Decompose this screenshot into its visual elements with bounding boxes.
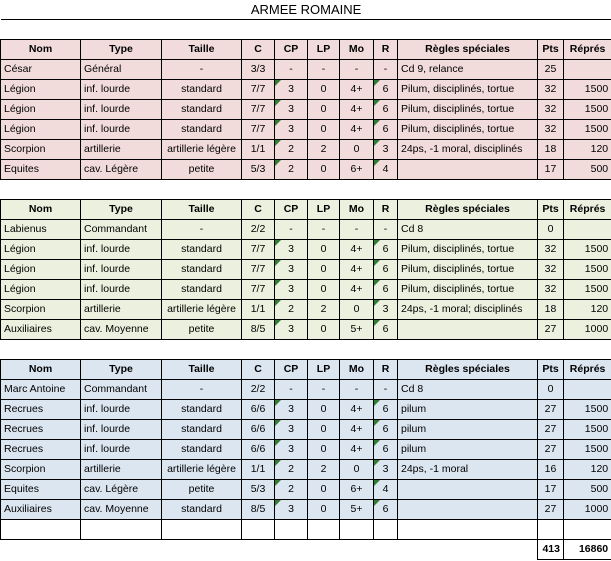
cell-c[interactable]: 7/7 [242, 100, 275, 120]
cell-pts[interactable]: 32 [538, 100, 564, 120]
cell-nom[interactable]: Marc Antoine [1, 380, 81, 400]
cell-lp[interactable]: - [308, 220, 340, 240]
header-repres: Réprés [564, 40, 611, 60]
cell-repres[interactable]: 1000 [564, 500, 611, 520]
cell-r[interactable]: - [374, 220, 398, 240]
header-pts: Pts [538, 200, 564, 220]
cell-lp[interactable]: 0 [308, 80, 340, 100]
header-row [1, 360, 611, 380]
cell-lp[interactable]: 2 [308, 460, 340, 480]
cell-cp[interactable]: 3 [275, 320, 308, 340]
cell-c[interactable]: 2/2 [242, 380, 275, 400]
cell-mo[interactable]: 6+ [340, 160, 374, 180]
cell-regles[interactable]: Pilum, disciplinés, tortue [398, 260, 538, 280]
cell-nom[interactable]: Recrues [1, 400, 81, 420]
header-lp: LP [308, 40, 340, 60]
header-r: R [374, 200, 398, 220]
cell-c[interactable]: 7/7 [242, 80, 275, 100]
cell-taille[interactable]: petite [162, 480, 242, 500]
cell-type[interactable]: cav. Légère [81, 160, 162, 180]
cell-mo[interactable]: 4+ [340, 120, 374, 140]
cell-mo[interactable]: 0 [340, 460, 374, 480]
cell-type[interactable]: artillerie [81, 460, 162, 480]
cell-c[interactable]: 3/3 [242, 60, 275, 80]
blank-cell [242, 540, 275, 560]
header-lp: LP [308, 200, 340, 220]
cell-regles[interactable]: Pilum, disciplinés, tortue [398, 80, 538, 100]
table-row [1, 60, 611, 80]
cell-cp[interactable]: 3 [275, 100, 308, 120]
empty-cell[interactable] [275, 520, 308, 540]
cell-c[interactable]: 1/1 [242, 460, 275, 480]
cell-r[interactable]: 6 [374, 500, 398, 520]
cell-regles[interactable]: pilum [398, 400, 538, 420]
cell-pts[interactable]: 27 [538, 440, 564, 460]
blank-cell [398, 540, 538, 560]
cell-nom[interactable]: Auxiliaires [1, 500, 81, 520]
header-r: R [374, 360, 398, 380]
cell-taille[interactable]: standard [162, 420, 242, 440]
cell-type[interactable]: cav. Moyenne [81, 500, 162, 520]
cell-repres[interactable]: 1500 [564, 100, 611, 120]
cell-mo[interactable]: 4+ [340, 100, 374, 120]
cell-repres[interactable]: 1500 [564, 280, 611, 300]
cell-cp[interactable]: - [275, 380, 308, 400]
cell-c[interactable]: 2/2 [242, 220, 275, 240]
cell-c[interactable]: 7/7 [242, 120, 275, 140]
cell-lp[interactable]: 0 [308, 100, 340, 120]
cell-regles[interactable]: 24ps, -1 moral [398, 460, 538, 480]
cell-type[interactable]: artillerie [81, 140, 162, 160]
cell-taille[interactable]: standard [162, 440, 242, 460]
cell-type[interactable]: inf. lourde [81, 120, 162, 140]
table-row [1, 100, 611, 120]
cell-r[interactable]: 3 [374, 460, 398, 480]
table-row [1, 220, 611, 240]
cell-pts[interactable]: 32 [538, 240, 564, 260]
header-nom: Nom [1, 200, 81, 220]
cell-mo[interactable]: 6+ [340, 480, 374, 500]
cell-regles[interactable]: 24ps, -1 moral, disciplinés [398, 140, 538, 160]
cell-nom[interactable]: César [1, 60, 81, 80]
cell-c[interactable]: 1/1 [242, 300, 275, 320]
empty-cell[interactable] [538, 520, 564, 540]
cell-taille[interactable]: petite [162, 320, 242, 340]
cell-r[interactable]: - [374, 60, 398, 80]
empty-cell[interactable] [162, 520, 242, 540]
header-c: C [242, 40, 275, 60]
total-pts[interactable]: 413 [538, 540, 564, 560]
empty-cell[interactable] [374, 520, 398, 540]
cell-regles[interactable]: 24ps, -1 moral; disciplinés [398, 300, 538, 320]
cell-pts[interactable]: 18 [538, 300, 564, 320]
empty-row [1, 520, 611, 540]
header-lp: LP [308, 360, 340, 380]
cell-regles[interactable]: Pilum, disciplinés, tortue [398, 280, 538, 300]
cell-regles[interactable]: Cd 8 [398, 380, 538, 400]
cell-taille[interactable]: artillerie légère [162, 140, 242, 160]
cell-repres[interactable]: 1500 [564, 420, 611, 440]
cell-pts[interactable]: 32 [538, 280, 564, 300]
cell-taille[interactable]: standard [162, 280, 242, 300]
cell-lp[interactable]: 0 [308, 440, 340, 460]
cell-cp[interactable]: - [275, 60, 308, 80]
cell-c[interactable]: 6/6 [242, 440, 275, 460]
cell-taille[interactable]: standard [162, 500, 242, 520]
cell-lp[interactable]: 0 [308, 240, 340, 260]
cell-lp[interactable]: - [308, 380, 340, 400]
cell-cp[interactable]: 3 [275, 420, 308, 440]
cell-r[interactable]: 6 [374, 240, 398, 260]
cell-taille[interactable]: petite [162, 160, 242, 180]
cell-c[interactable]: 6/6 [242, 400, 275, 420]
cell-type[interactable]: cav. Moyenne [81, 320, 162, 340]
header-pts: Pts [538, 360, 564, 380]
cell-r[interactable]: 4 [374, 160, 398, 180]
cell-cp[interactable]: 2 [275, 480, 308, 500]
cell-nom[interactable]: Légion [1, 100, 81, 120]
cell-pts[interactable]: 0 [538, 380, 564, 400]
cell-lp[interactable]: 0 [308, 420, 340, 440]
cell-mo[interactable]: 4+ [340, 420, 374, 440]
cell-cp[interactable]: 2 [275, 160, 308, 180]
table-row [1, 120, 611, 140]
cell-r[interactable]: 6 [374, 100, 398, 120]
cell-pts[interactable]: 32 [538, 80, 564, 100]
blank-cell [374, 540, 398, 560]
empty-cell[interactable] [340, 520, 374, 540]
cell-pts[interactable]: 0 [538, 220, 564, 240]
cell-repres[interactable]: 120 [564, 460, 611, 480]
cell-lp[interactable]: 0 [308, 400, 340, 420]
cell-lp[interactable]: 2 [308, 300, 340, 320]
cell-r[interactable]: 3 [374, 300, 398, 320]
cell-pts[interactable]: 18 [538, 140, 564, 160]
header-taille: Taille [162, 360, 242, 380]
cell-c[interactable]: 5/3 [242, 160, 275, 180]
cell-mo[interactable]: - [340, 380, 374, 400]
table-row [1, 260, 611, 280]
cell-taille[interactable]: - [162, 220, 242, 240]
cell-type[interactable]: inf. lourde [81, 260, 162, 280]
cell-nom[interactable]: Légion [1, 280, 81, 300]
cell-regles[interactable]: Pilum, disciplinés, tortue [398, 120, 538, 140]
cell-c[interactable]: 6/6 [242, 420, 275, 440]
cell-nom[interactable]: Scorpion [1, 460, 81, 480]
cell-repres[interactable]: 120 [564, 300, 611, 320]
cell-cp[interactable]: 2 [275, 140, 308, 160]
cell-r[interactable]: 3 [374, 140, 398, 160]
cell-regles[interactable] [398, 320, 538, 340]
cell-c[interactable]: 8/5 [242, 500, 275, 520]
cell-regles[interactable] [398, 480, 538, 500]
cell-lp[interactable]: 0 [308, 120, 340, 140]
header-taille: Taille [162, 40, 242, 60]
cell-mo[interactable]: 4+ [340, 260, 374, 280]
cell-nom[interactable]: Equites [1, 160, 81, 180]
cell-r[interactable]: 6 [374, 320, 398, 340]
cell-repres[interactable]: 1500 [564, 260, 611, 280]
cell-taille[interactable]: - [162, 60, 242, 80]
cell-c[interactable]: 1/1 [242, 140, 275, 160]
cell-type[interactable]: inf. lourde [81, 280, 162, 300]
table-row [1, 480, 611, 500]
cell-taille[interactable]: standard [162, 240, 242, 260]
header-cp: CP [275, 200, 308, 220]
cell-mo[interactable]: - [340, 220, 374, 240]
cell-type[interactable]: artillerie [81, 300, 162, 320]
cell-mo[interactable]: 4+ [340, 440, 374, 460]
cell-cp[interactable]: 2 [275, 460, 308, 480]
header-nom: Nom [1, 360, 81, 380]
cell-regles[interactable]: Pilum, disciplinés, tortue [398, 100, 538, 120]
cell-regles[interactable] [398, 160, 538, 180]
cell-r[interactable]: 6 [374, 440, 398, 460]
header-mo: Mo [340, 40, 374, 60]
cell-cp[interactable]: 3 [275, 80, 308, 100]
header-cp: CP [275, 40, 308, 60]
spacer-cell [1, 180, 611, 200]
table-row [1, 420, 611, 440]
cell-c[interactable]: 8/5 [242, 320, 275, 340]
cell-repres[interactable]: 500 [564, 480, 611, 500]
cell-nom[interactable]: Equites [1, 480, 81, 500]
cell-taille[interactable]: standard [162, 100, 242, 120]
cell-taille[interactable]: - [162, 380, 242, 400]
header-repres: Réprés [564, 200, 611, 220]
table-row [1, 140, 611, 160]
cell-cp[interactable]: 3 [275, 500, 308, 520]
header-mo: Mo [340, 200, 374, 220]
cell-cp[interactable]: 3 [275, 240, 308, 260]
header-taille: Taille [162, 200, 242, 220]
header-row [1, 200, 611, 220]
cell-nom[interactable]: Légion [1, 240, 81, 260]
cell-nom[interactable]: Légion [1, 120, 81, 140]
cell-regles[interactable]: pilum [398, 440, 538, 460]
cell-r[interactable]: 6 [374, 420, 398, 440]
cell-lp[interactable]: 0 [308, 160, 340, 180]
cell-nom[interactable]: Scorpion [1, 140, 81, 160]
cell-regles[interactable]: Cd 8 [398, 220, 538, 240]
cell-mo[interactable]: 4+ [340, 400, 374, 420]
cell-r[interactable]: 4 [374, 480, 398, 500]
cell-taille[interactable]: standard [162, 260, 242, 280]
cell-lp[interactable]: 0 [308, 480, 340, 500]
cell-type[interactable]: cav. Légère [81, 480, 162, 500]
cell-mo[interactable]: - [340, 60, 374, 80]
blank-cell [308, 540, 340, 560]
blank-cell [275, 540, 308, 560]
empty-cell[interactable] [308, 520, 340, 540]
blank-cell [340, 540, 374, 560]
cell-taille[interactable]: standard [162, 400, 242, 420]
table-row [1, 160, 611, 180]
sheet-title: ARMEE ROMAINE [1, 0, 611, 20]
header-nom: Nom [1, 40, 81, 60]
cell-nom[interactable]: Légion [1, 260, 81, 280]
cell-repres[interactable] [564, 380, 611, 400]
cell-type[interactable]: inf. lourde [81, 420, 162, 440]
blank-cell [162, 540, 242, 560]
cell-cp[interactable]: 3 [275, 260, 308, 280]
cell-repres[interactable]: 120 [564, 140, 611, 160]
cell-repres[interactable]: 1500 [564, 440, 611, 460]
spacer-row [1, 180, 611, 200]
cell-type[interactable]: Général [81, 60, 162, 80]
cell-cp[interactable]: 3 [275, 280, 308, 300]
header-cp: CP [275, 360, 308, 380]
cell-type[interactable]: inf. lourde [81, 400, 162, 420]
cell-mo[interactable]: 4+ [340, 280, 374, 300]
cell-pts[interactable]: 16 [538, 460, 564, 480]
header-pts: Pts [538, 40, 564, 60]
blank-cell [1, 540, 81, 560]
total-repres[interactable]: 16860 [564, 540, 611, 560]
header-type: Type [81, 40, 162, 60]
cell-pts[interactable]: 17 [538, 480, 564, 500]
cell-regles[interactable]: Pilum, disciplinés, tortue [398, 240, 538, 260]
cell-c[interactable]: 7/7 [242, 260, 275, 280]
spacer-row [1, 340, 611, 360]
table-row [1, 440, 611, 460]
cell-cp[interactable]: - [275, 220, 308, 240]
header-regles: Règles spéciales [398, 40, 538, 60]
spacer-cell [1, 340, 611, 360]
cell-taille[interactable]: artillerie légère [162, 300, 242, 320]
cell-repres[interactable]: 1500 [564, 240, 611, 260]
cell-mo[interactable]: 5+ [340, 500, 374, 520]
header-type: Type [81, 200, 162, 220]
cell-nom[interactable]: Labienus [1, 220, 81, 240]
cell-taille[interactable]: standard [162, 120, 242, 140]
cell-cp[interactable]: 2 [275, 300, 308, 320]
cell-type[interactable]: inf. lourde [81, 80, 162, 100]
cell-type[interactable]: inf. lourde [81, 100, 162, 120]
empty-cell[interactable] [1, 520, 81, 540]
table-row [1, 380, 611, 400]
empty-cell[interactable] [398, 520, 538, 540]
cell-r[interactable]: 6 [374, 400, 398, 420]
cell-type[interactable]: Commandant [81, 220, 162, 240]
table-row [1, 240, 611, 260]
cell-repres[interactable]: 500 [564, 160, 611, 180]
cell-lp[interactable]: 0 [308, 500, 340, 520]
spacer-cell [1, 20, 611, 40]
table-row [1, 460, 611, 480]
cell-taille[interactable]: artillerie légère [162, 460, 242, 480]
table-row [1, 400, 611, 420]
cell-pts[interactable]: 17 [538, 160, 564, 180]
cell-repres[interactable]: 1500 [564, 80, 611, 100]
cell-pts[interactable]: 32 [538, 120, 564, 140]
cell-nom[interactable]: Recrues [1, 420, 81, 440]
table-row [1, 320, 611, 340]
header-row [1, 40, 611, 60]
cell-pts[interactable]: 27 [538, 420, 564, 440]
cell-lp[interactable]: 0 [308, 280, 340, 300]
cell-pts[interactable]: 27 [538, 500, 564, 520]
table-row [1, 80, 611, 100]
cell-repres[interactable] [564, 220, 611, 240]
cell-r[interactable]: - [374, 380, 398, 400]
empty-cell[interactable] [564, 520, 611, 540]
cell-regles[interactable] [398, 500, 538, 520]
cell-repres[interactable]: 1500 [564, 400, 611, 420]
cell-r[interactable]: 6 [374, 80, 398, 100]
header-r: R [374, 40, 398, 60]
cell-mo[interactable]: 0 [340, 300, 374, 320]
cell-type[interactable]: inf. lourde [81, 240, 162, 260]
cell-repres[interactable] [564, 60, 611, 80]
cell-r[interactable]: 6 [374, 120, 398, 140]
cell-lp[interactable]: 0 [308, 320, 340, 340]
table-row [1, 500, 611, 520]
header-c: C [242, 360, 275, 380]
cell-c[interactable]: 5/3 [242, 480, 275, 500]
cell-pts[interactable]: 32 [538, 260, 564, 280]
cell-cp[interactable]: 3 [275, 440, 308, 460]
header-c: C [242, 200, 275, 220]
header-mo: Mo [340, 360, 374, 380]
totals-row [1, 540, 611, 560]
cell-regles[interactable]: Cd 9, relance [398, 60, 538, 80]
cell-mo[interactable]: 4+ [340, 240, 374, 260]
empty-cell[interactable] [242, 520, 275, 540]
cell-pts[interactable]: 27 [538, 400, 564, 420]
cell-pts[interactable]: 27 [538, 320, 564, 340]
cell-nom[interactable]: Scorpion [1, 300, 81, 320]
cell-pts[interactable]: 25 [538, 60, 564, 80]
header-regles: Règles spéciales [398, 360, 538, 380]
cell-lp[interactable]: 0 [308, 260, 340, 280]
cell-mo[interactable]: 4+ [340, 80, 374, 100]
header-repres: Réprés [564, 360, 611, 380]
cell-nom[interactable]: Recrues [1, 440, 81, 460]
cell-nom[interactable]: Légion [1, 80, 81, 100]
header-regles: Règles spéciales [398, 200, 538, 220]
cell-c[interactable]: 7/7 [242, 280, 275, 300]
spacer-row [1, 20, 611, 40]
cell-r[interactable]: 6 [374, 280, 398, 300]
blank-cell [81, 540, 162, 560]
cell-taille[interactable]: standard [162, 80, 242, 100]
cell-regles[interactable]: pilum [398, 420, 538, 440]
cell-r[interactable]: 6 [374, 260, 398, 280]
empty-cell[interactable] [81, 520, 162, 540]
cell-type[interactable]: inf. lourde [81, 440, 162, 460]
cell-cp[interactable]: 3 [275, 400, 308, 420]
cell-type[interactable]: Commandant [81, 380, 162, 400]
cell-cp[interactable]: 3 [275, 120, 308, 140]
cell-nom[interactable]: Auxiliaires [1, 320, 81, 340]
cell-c[interactable]: 7/7 [242, 240, 275, 260]
cell-mo[interactable]: 5+ [340, 320, 374, 340]
cell-mo[interactable]: 0 [340, 140, 374, 160]
cell-repres[interactable]: 1000 [564, 320, 611, 340]
cell-lp[interactable]: - [308, 60, 340, 80]
cell-repres[interactable]: 1500 [564, 120, 611, 140]
title-row [1, 0, 611, 20]
table-row [1, 280, 611, 300]
header-type: Type [81, 360, 162, 380]
table-row [1, 300, 611, 320]
cell-lp[interactable]: 2 [308, 140, 340, 160]
